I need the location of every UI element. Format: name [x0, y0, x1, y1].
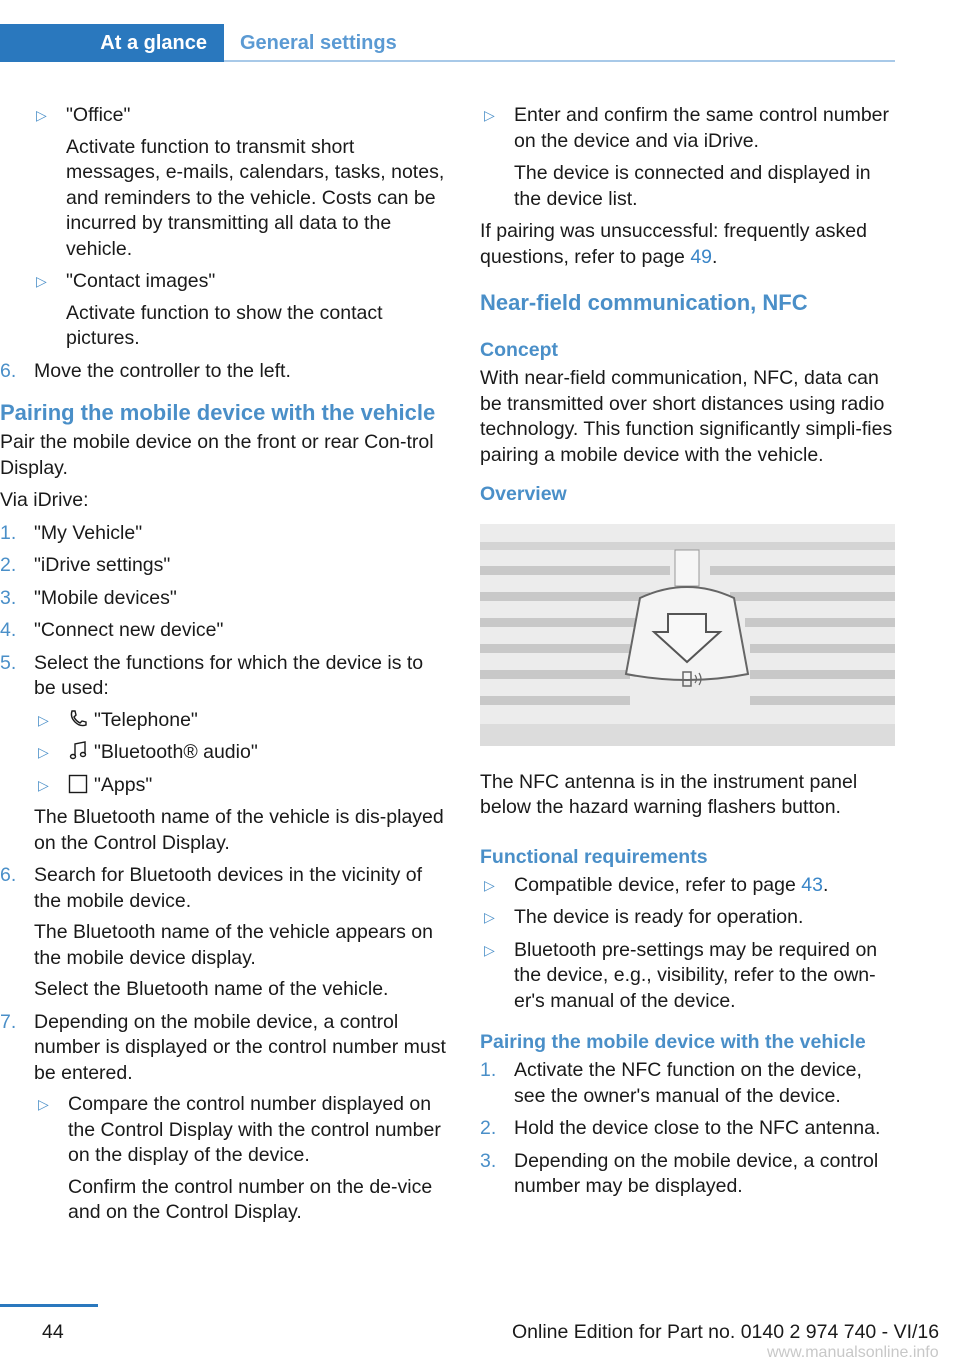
phone-icon: [68, 709, 88, 729]
step-item: [0, 553, 450, 579]
step-number: 1.: [480, 1059, 497, 1081]
header-tabs: [0, 24, 895, 62]
bullet-marker: ▷: [36, 273, 47, 289]
concept-text: With near-field communication, NFC, data can be transmitted over short distances using radio technology. This function significantly simpli‐fies pairing a mobile device with the vehicle.: [480, 367, 893, 466]
bullet-desc: Activate function to show the contact pictures.: [66, 301, 383, 349]
step-text: "iDrive settings": [34, 554, 171, 576]
unsuccessful-text: [480, 219, 898, 270]
step-note: The Bluetooth name of the vehicle is dis‐played on the Control Display.: [34, 806, 444, 854]
bullet-text: Compare the control number displayed on the Control Display with the control number on the display of the device.: [68, 1093, 441, 1166]
page-number: 44: [42, 1321, 64, 1343]
requirement-text: The device is ready for operation.: [514, 906, 804, 928]
left-column: [0, 103, 450, 1240]
via-text: Via iDrive:: [0, 489, 89, 511]
requirement-post: .: [822, 873, 829, 896]
bullet-marker: ▷: [38, 744, 49, 760]
bullet-text: Enter and confirm the same control number on the device and via iDrive.: [514, 104, 890, 152]
step-text: "Mobile devices": [34, 586, 177, 609]
nfc-heading: Near-field communication, NFC: [480, 290, 808, 315]
right-column: [480, 103, 898, 1207]
intro-text: Pair the mobile device on the front or rear Con‐trol Display.: [0, 431, 434, 479]
step-text: Depending on the mobile device, a control number is displayed or the control number must be entered.: [34, 1010, 446, 1084]
apps-icon: [68, 774, 88, 794]
step-text: Activate the NFC function on the device, see the owner's manual of the device.: [514, 1059, 862, 1107]
step-text: "My Vehicle": [34, 521, 143, 544]
step-number: 7.: [0, 1010, 17, 1033]
step-text: Depending on the mobile device, a control number may be displayed.: [514, 1149, 879, 1197]
step-text: Move the controller to the left.: [34, 359, 291, 382]
tab-at-a-glance-label: At a glance: [100, 32, 207, 54]
tab-general-settings[interactable]: General settings: [240, 32, 397, 54]
step-item: [0, 521, 450, 547]
step-number: 2.: [0, 554, 17, 576]
list-item: [34, 1092, 450, 1226]
list-item: [480, 103, 898, 154]
antenna-text: The NFC antenna is in the instrument panel below the hazard warning flashers button.: [480, 770, 858, 818]
concept-heading: Concept: [480, 339, 558, 361]
step-item: [0, 651, 450, 857]
requirement-text: Compatible device, refer to page: [514, 873, 802, 896]
section-heading: Pairing the mobile device with the vehicle: [0, 400, 436, 425]
page-link[interactable]: 49: [690, 245, 713, 268]
function-label: "Bluetooth® audio": [94, 741, 258, 763]
step-item: [0, 1010, 450, 1233]
step-number: 5.: [0, 651, 17, 674]
requirement-text: Bluetooth pre-settings may be required on the device, e.g., visibility, refer to the own‐er's manual of the device.: [514, 938, 878, 1012]
step-text: "Connect new device": [34, 619, 224, 641]
step-note: The Bluetooth name of the vehicle appears on the mobile device display.: [34, 921, 433, 969]
pairing-heading: Pairing the mobile device with the vehicle: [480, 1031, 866, 1053]
bullet-marker: ▷: [484, 876, 495, 893]
list-item: [34, 773, 450, 799]
bullet-desc: Activate function to transmit short messages, e-mails, calendars, tasks, notes, and reminders to the vehicle. Costs can be incurred by transmitting all data to the vehicle.: [66, 135, 445, 260]
connected-text: The device is connected and displayed in the device list.: [514, 162, 871, 210]
list-item: [32, 269, 450, 352]
step-item: [0, 359, 450, 385]
step-number: 3.: [480, 1149, 497, 1172]
step-item: [480, 1058, 898, 1109]
footer-divider: [0, 1304, 98, 1307]
bullet-marker: ▷: [38, 711, 49, 728]
bullet-marker: ▷: [484, 941, 495, 958]
function-label: "Telephone": [94, 708, 198, 731]
step-item: [480, 1149, 898, 1200]
step-number: 3.: [0, 586, 17, 609]
tab-at-a-glance[interactable]: [0, 24, 224, 62]
bullet-marker: ▷: [484, 107, 495, 123]
list-item: [480, 905, 898, 931]
list-item: [480, 938, 898, 1015]
header-divider: [224, 60, 895, 62]
step-item: [0, 863, 450, 1003]
step-text: Select the functions for which the device is to be used:: [34, 651, 424, 699]
bullet-note: Confirm the control number on the de‐vice and on the Control Display.: [68, 1175, 433, 1223]
bullet-marker: ▷: [38, 1096, 49, 1112]
bullet-marker: ▷: [36, 107, 47, 123]
step-list: [0, 521, 450, 1233]
step-number: 6.: [0, 359, 17, 382]
step-item: [480, 1116, 898, 1142]
list-item: [34, 740, 450, 766]
unsuccessful-post: .: [712, 245, 718, 268]
unsuccessful-pre: If pairing was unsuccessful: frequently asked questions, refer to page: [480, 220, 867, 268]
nfc-antenna-illustration: [480, 524, 895, 746]
function-label: "Apps": [94, 773, 153, 796]
step-number: 6.: [0, 864, 17, 886]
bullet-title: "Contact images": [66, 270, 216, 292]
step-note: Select the Bluetooth name of the vehicle.: [34, 978, 389, 1000]
list-item: [480, 873, 898, 899]
page-link[interactable]: 43: [801, 873, 823, 896]
overview-heading: Overview: [480, 483, 567, 505]
step-item: [0, 618, 450, 644]
edition-text: Online Edition for Part no. 0140 2 974 740 - VI/16: [512, 1321, 940, 1343]
requirements-heading: Functional requirements: [480, 845, 708, 868]
bullet-title: "Office": [66, 104, 131, 126]
watermark: www.manualsonline.info: [767, 1344, 939, 1361]
step-text: Hold the device close to the NFC antenna.: [514, 1117, 881, 1139]
step-item: [0, 586, 450, 612]
step-number: 1.: [0, 521, 17, 544]
bullet-marker: ▷: [38, 776, 49, 793]
step-number: 4.: [0, 619, 17, 641]
music-note-icon: [68, 741, 88, 761]
list-item: [32, 103, 450, 262]
bullet-marker: ▷: [484, 909, 495, 925]
step-number: 2.: [480, 1117, 497, 1139]
list-item: [34, 708, 450, 734]
step-text: Search for Bluetooth devices in the vicinity of the mobile device.: [34, 864, 423, 912]
